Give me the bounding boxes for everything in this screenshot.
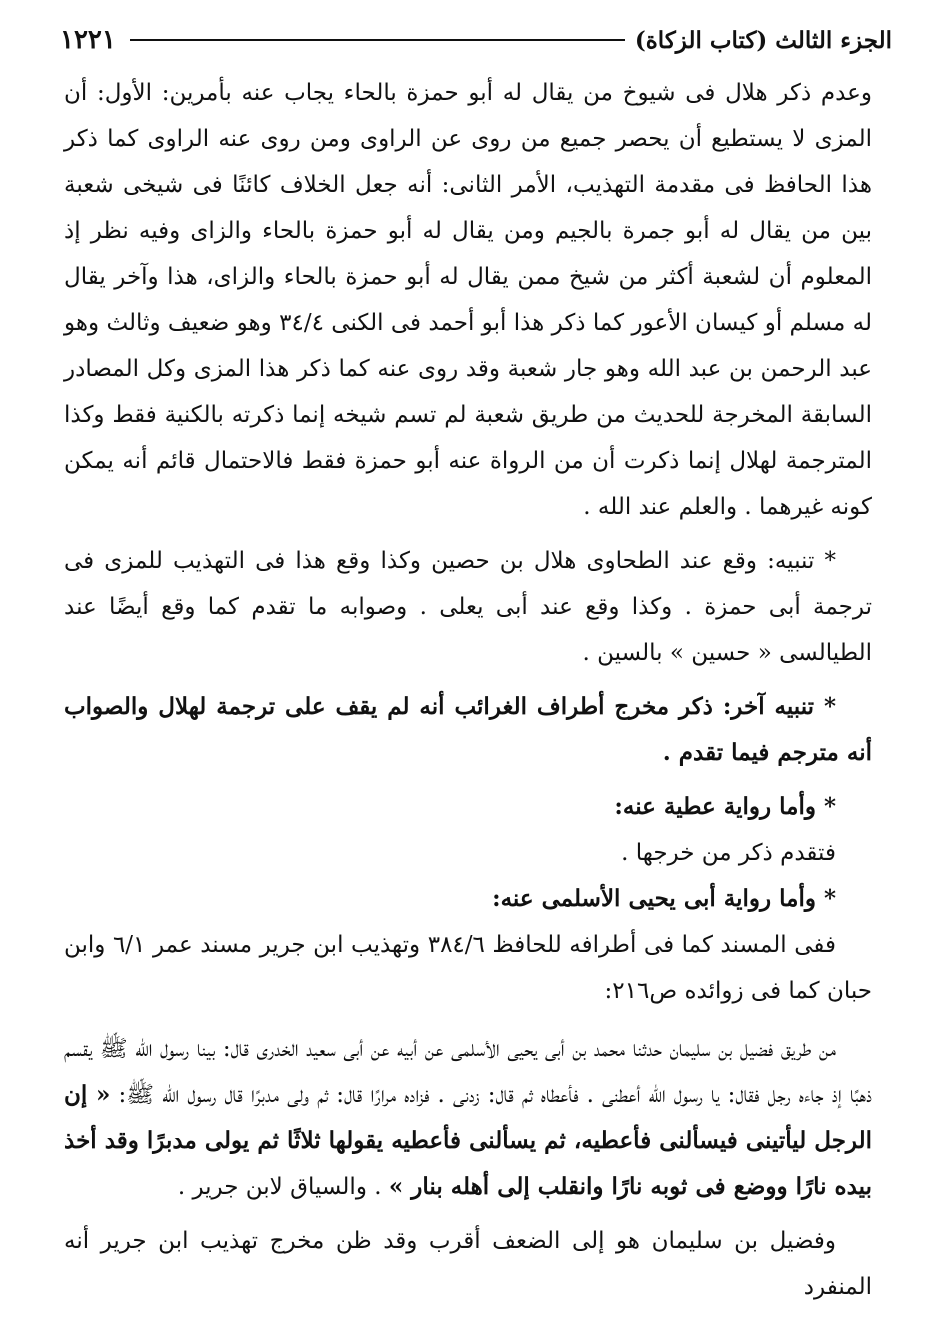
heading-aslami-narration: * وأما رواية أبى يحيى الأسلمى عنه:: [492, 885, 836, 912]
paragraph-note-gharaib: * تنبيه آخر: ذكر مخرج أطراف الغرائب أنه لم يقف على ترجمة لهلال والصواب أنه مترجم فيما تقدم .: [64, 693, 872, 766]
page-header: [60, 22, 892, 58]
heading-atiyya-narration: * وأما رواية عطية عنه:: [614, 793, 836, 820]
page-number: ١٢٢١: [60, 25, 116, 55]
hadith-attribution: . والسياق لابن جرير .: [177, 1174, 389, 1200]
hadith-quote: « إن الرجل ليأتينى فيسألنى فأعطيه، ثم يسألنى فأعطيه يقولها ثلاثًا ثم يولى مدبرًا وقد أخذ بيده نارًا ووضع فى ثوبه نارًا وانقلب إلى أهله بنار »: [64, 1081, 872, 1200]
header-rule: [130, 39, 625, 41]
paragraph-hilal-discussion: وعدم ذكر هلال فى شيوخ من يقال له أبو حمزة بالحاء يجاب عنه بأمرين: الأول: أن المزى لا يستطيع أن يحصر جميع من روى عن الراوى ومن روى عنه الراوى كما ذكر هذا الحافظ فى مقدمة التهذيب، الأمر الثانى: أنه جعل الخلاف كائنًا فى شيخى شعبة بين من يقال له أبو جمرة بالجيم ومن يقال له أبو حمزة بالحاء والزاى وفيه نظر إذ المعلوم أن لشعبة أكثر من شيخ ممن يقال له أبو حمزة بالحاء والزاى، هذا وآخر يقال له مسلم أو كيسان الأعور كما ذكر هذا أبو أحمد فى الكنى ٣٤/٤ وهو ضعيف وثالث وهو عبد الرحمن بن عبد الله وهو جار شعبة وقد روى عنه كما ذكر هذا المزى وكل المصادر السابقة المخرجة للحديث من طريق شعبة لم تسم شيخه إنما ذكرته بالكنية فقط وكذا المترجمة لهلال إنما ذكرت أن من الرواة عنه أبو حمزة فقط فالاحتمال قائم أنه يمكن كونه غيرهما . والعلم عند الله .: [64, 80, 873, 520]
paragraph-atiyya-reference: فتقدم ذكر من خرجها .: [621, 840, 836, 866]
paragraph-note-tahawi: * تنبيه: وقع عند الطحاوى هلال بن حصين وكذا وقع هذا فى التهذيب للمزى فى ترجمة أبى حمزة . وكذا وقع عند أبى يعلى . وصوابه ما تقدم كما وقع أيضًا عند الطيالسى « حسين » بالسين .: [64, 548, 872, 666]
main-text: [64, 70, 872, 1310]
running-head: الجزء الثالث (كتاب الزكاة): [634, 26, 892, 54]
paragraph-hadith: [64, 1026, 872, 1210]
hadith-chain: من طريق فضيل بن سليمان حدثنا محمد بن أبى يحيى الأسلمى عن أبيه عن أبى سعيد الخدرى قال: بينا رسول الله ﷺ يقسم ذهبًا إذ جاءه رجل فقال: يا رسول الله أعطنى . فأعطاه ثم قال: زدنى . فزاده مرارًا قال: ثم ولى مدبرًا قال رسول الله ﷺ:: [64, 1036, 872, 1108]
paragraph-fudayl: وفضيل بن سليمان هو إلى الضعف أقرب وقد ظن مخرج تهذيب ابن جرير أنه المنفرد: [64, 1228, 872, 1300]
paragraph-sources: ففى المسند كما فى أطرافه للحافظ ٣٨٤/٦ وتهذيب ابن جرير مسند عمر ٦/١ وابن حبان كما فى زوائده ص٢١٦:: [64, 932, 872, 1004]
